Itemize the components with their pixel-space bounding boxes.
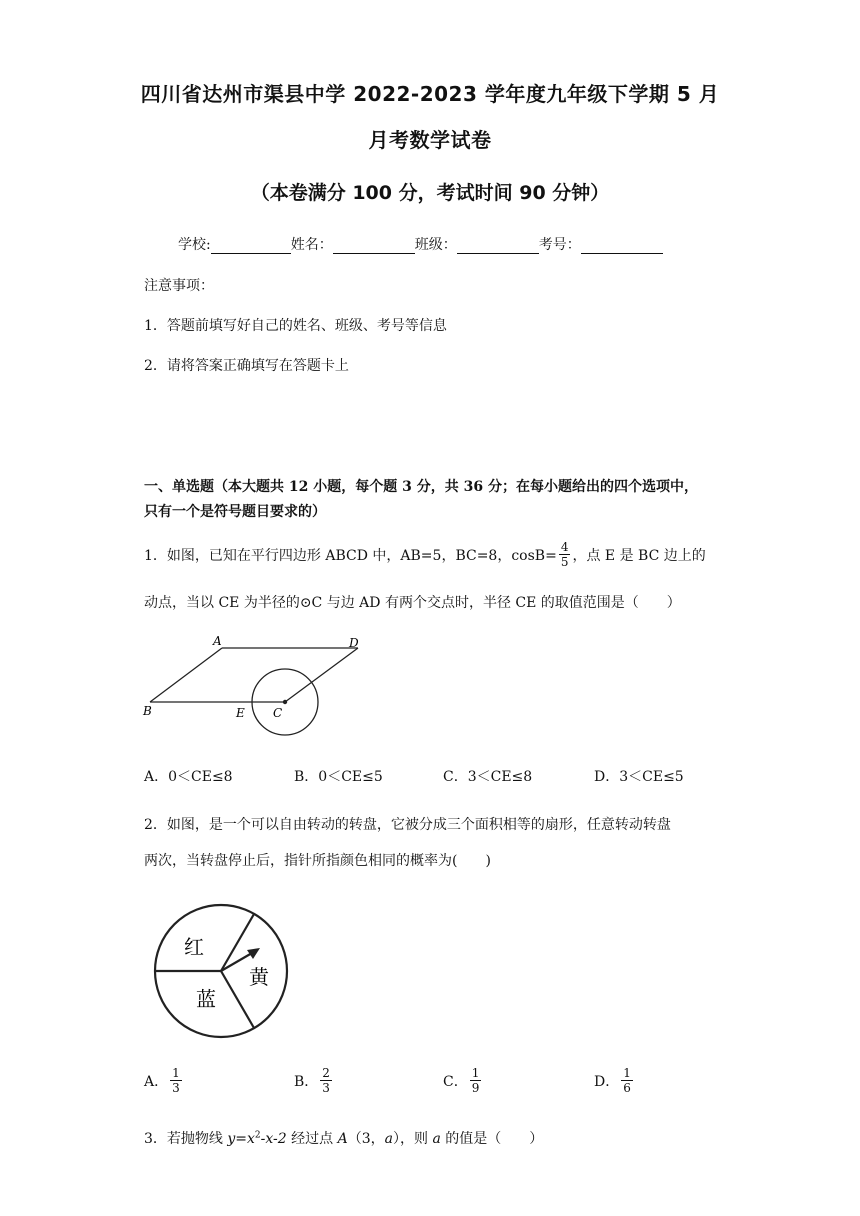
q2-option-b-num: 2	[322, 1066, 330, 1080]
center-point-C	[283, 700, 287, 704]
q2-option-b-letter: B．	[294, 1073, 319, 1090]
sector-red-label: 红	[184, 935, 204, 959]
q3-point-A: A	[337, 1131, 348, 1147]
q1-line1	[144, 540, 706, 569]
class-label: 班级：	[414, 237, 457, 253]
q2-line2: 两次，当转盘停止后，指针所指颜色相同的概率为( )	[144, 853, 491, 869]
q3-text-b: 经过点	[286, 1131, 338, 1147]
label-C: C	[273, 706, 283, 720]
q2-option-b[interactable]	[294, 1066, 334, 1095]
q3-point-coords: （3，	[347, 1131, 385, 1147]
q3-point-close: ），则	[393, 1131, 433, 1147]
notes-heading: 注意事项：	[144, 278, 214, 294]
sector-blue-label: 蓝	[196, 987, 216, 1011]
q2-option-c-letter: C．	[443, 1073, 468, 1090]
q3-text-a: 3．若抛物线	[144, 1131, 228, 1147]
name-blank[interactable]	[333, 239, 415, 254]
q2-option-c-fraction	[470, 1066, 482, 1095]
label-E: E	[236, 706, 245, 720]
q1-option-b[interactable]: B．0＜CE≤5	[294, 769, 383, 785]
q1-frac-num: 4	[560, 540, 569, 554]
page-title-line2: 月考数学试卷	[368, 128, 492, 152]
section1-heading-line2: 只有一个是符号题目要求的）	[144, 504, 326, 520]
q2-line1: 2．如图，是一个可以自由转动的转盘，它被分成三个面积相等的扇形，任意转动转盘	[144, 817, 671, 833]
q3-eq-equals: =	[235, 1131, 248, 1147]
q2-option-d-den: 6	[623, 1081, 631, 1095]
page-title-line1: 四川省达州市渠县中学 2022-2023 学年度九年级下学期 5 月	[140, 82, 720, 106]
q1-text-b: ，点 E 是 BC 边上的	[572, 547, 706, 564]
q1-text-a: 1．如图，已知在平行四边形 ABCD 中，AB=5，BC=8，cosB=	[144, 547, 557, 564]
school-label: 学校:	[178, 237, 211, 253]
name-label: 姓名：	[290, 237, 333, 253]
q3-eq-exponent: 2	[254, 1130, 261, 1141]
q3-eq-x: x	[247, 1131, 255, 1147]
q3-eq-rest: -x-2	[260, 1131, 287, 1147]
number-label: 考号：	[538, 237, 581, 253]
q2-option-a-fraction	[170, 1066, 182, 1095]
q2-option-d[interactable]	[594, 1066, 635, 1095]
q2-option-a-letter: A．	[144, 1073, 169, 1090]
q1-cos-fraction	[559, 540, 571, 569]
q2-option-a[interactable]	[144, 1066, 184, 1095]
exam-subtitle: （本卷满分 100 分，考试时间 90 分钟）	[250, 182, 610, 204]
q3-line1	[144, 1128, 543, 1148]
q3-var-a: a	[432, 1131, 441, 1147]
q2-option-c[interactable]	[443, 1066, 483, 1095]
q1-line2: 动点，当以 CE 为半径的⊙C 与边 AD 有两个交点时，半径 CE 的取值范围是（ ）	[144, 595, 681, 611]
side-DC	[285, 648, 358, 702]
q3-text-c: 的值是（ ）	[440, 1131, 544, 1147]
q3-point-a: a	[384, 1131, 393, 1147]
label-A: A	[213, 634, 222, 648]
notes-item-2: 2．请将答案正确填写在答题卡上	[144, 358, 349, 374]
section1-heading-line1: 一、单选题（本大题共 12 小题，每个题 3 分，共 36 分；在每小题给出的四个选项中，	[144, 479, 698, 495]
side-AB	[150, 648, 222, 702]
q1-option-c[interactable]: C．3＜CE≤8	[443, 769, 533, 785]
q2-option-c-den: 9	[471, 1081, 480, 1095]
q2-option-d-fraction	[621, 1066, 633, 1095]
q2-option-b-fraction	[320, 1066, 332, 1095]
q2-option-d-num: 1	[623, 1066, 631, 1080]
q2-option-a-den: 3	[172, 1081, 180, 1095]
number-blank[interactable]	[581, 239, 663, 254]
label-D: D	[349, 636, 359, 650]
notes-item-1: 1．答题前填写好自己的姓名、班级、考号等信息	[144, 318, 447, 334]
q2-option-b-den: 3	[322, 1081, 330, 1095]
q1-parallelogram-figure	[140, 632, 370, 744]
q3-eq-y: y	[227, 1131, 236, 1147]
q2-option-d-letter: D．	[594, 1073, 620, 1090]
label-B: B	[143, 704, 152, 718]
q2-spinner-figure	[148, 898, 294, 1044]
q1-option-d[interactable]: D．3＜CE≤5	[594, 769, 684, 785]
q1-frac-den: 5	[560, 555, 569, 569]
sector-yellow-label: 黄	[249, 965, 269, 989]
q2-option-a-num: 1	[172, 1066, 180, 1080]
q1-option-a[interactable]: A．0＜CE≤8	[144, 769, 233, 785]
student-info-line	[178, 234, 663, 254]
school-blank[interactable]	[211, 239, 291, 254]
class-blank[interactable]	[457, 239, 539, 254]
q2-option-c-num: 1	[471, 1066, 480, 1080]
